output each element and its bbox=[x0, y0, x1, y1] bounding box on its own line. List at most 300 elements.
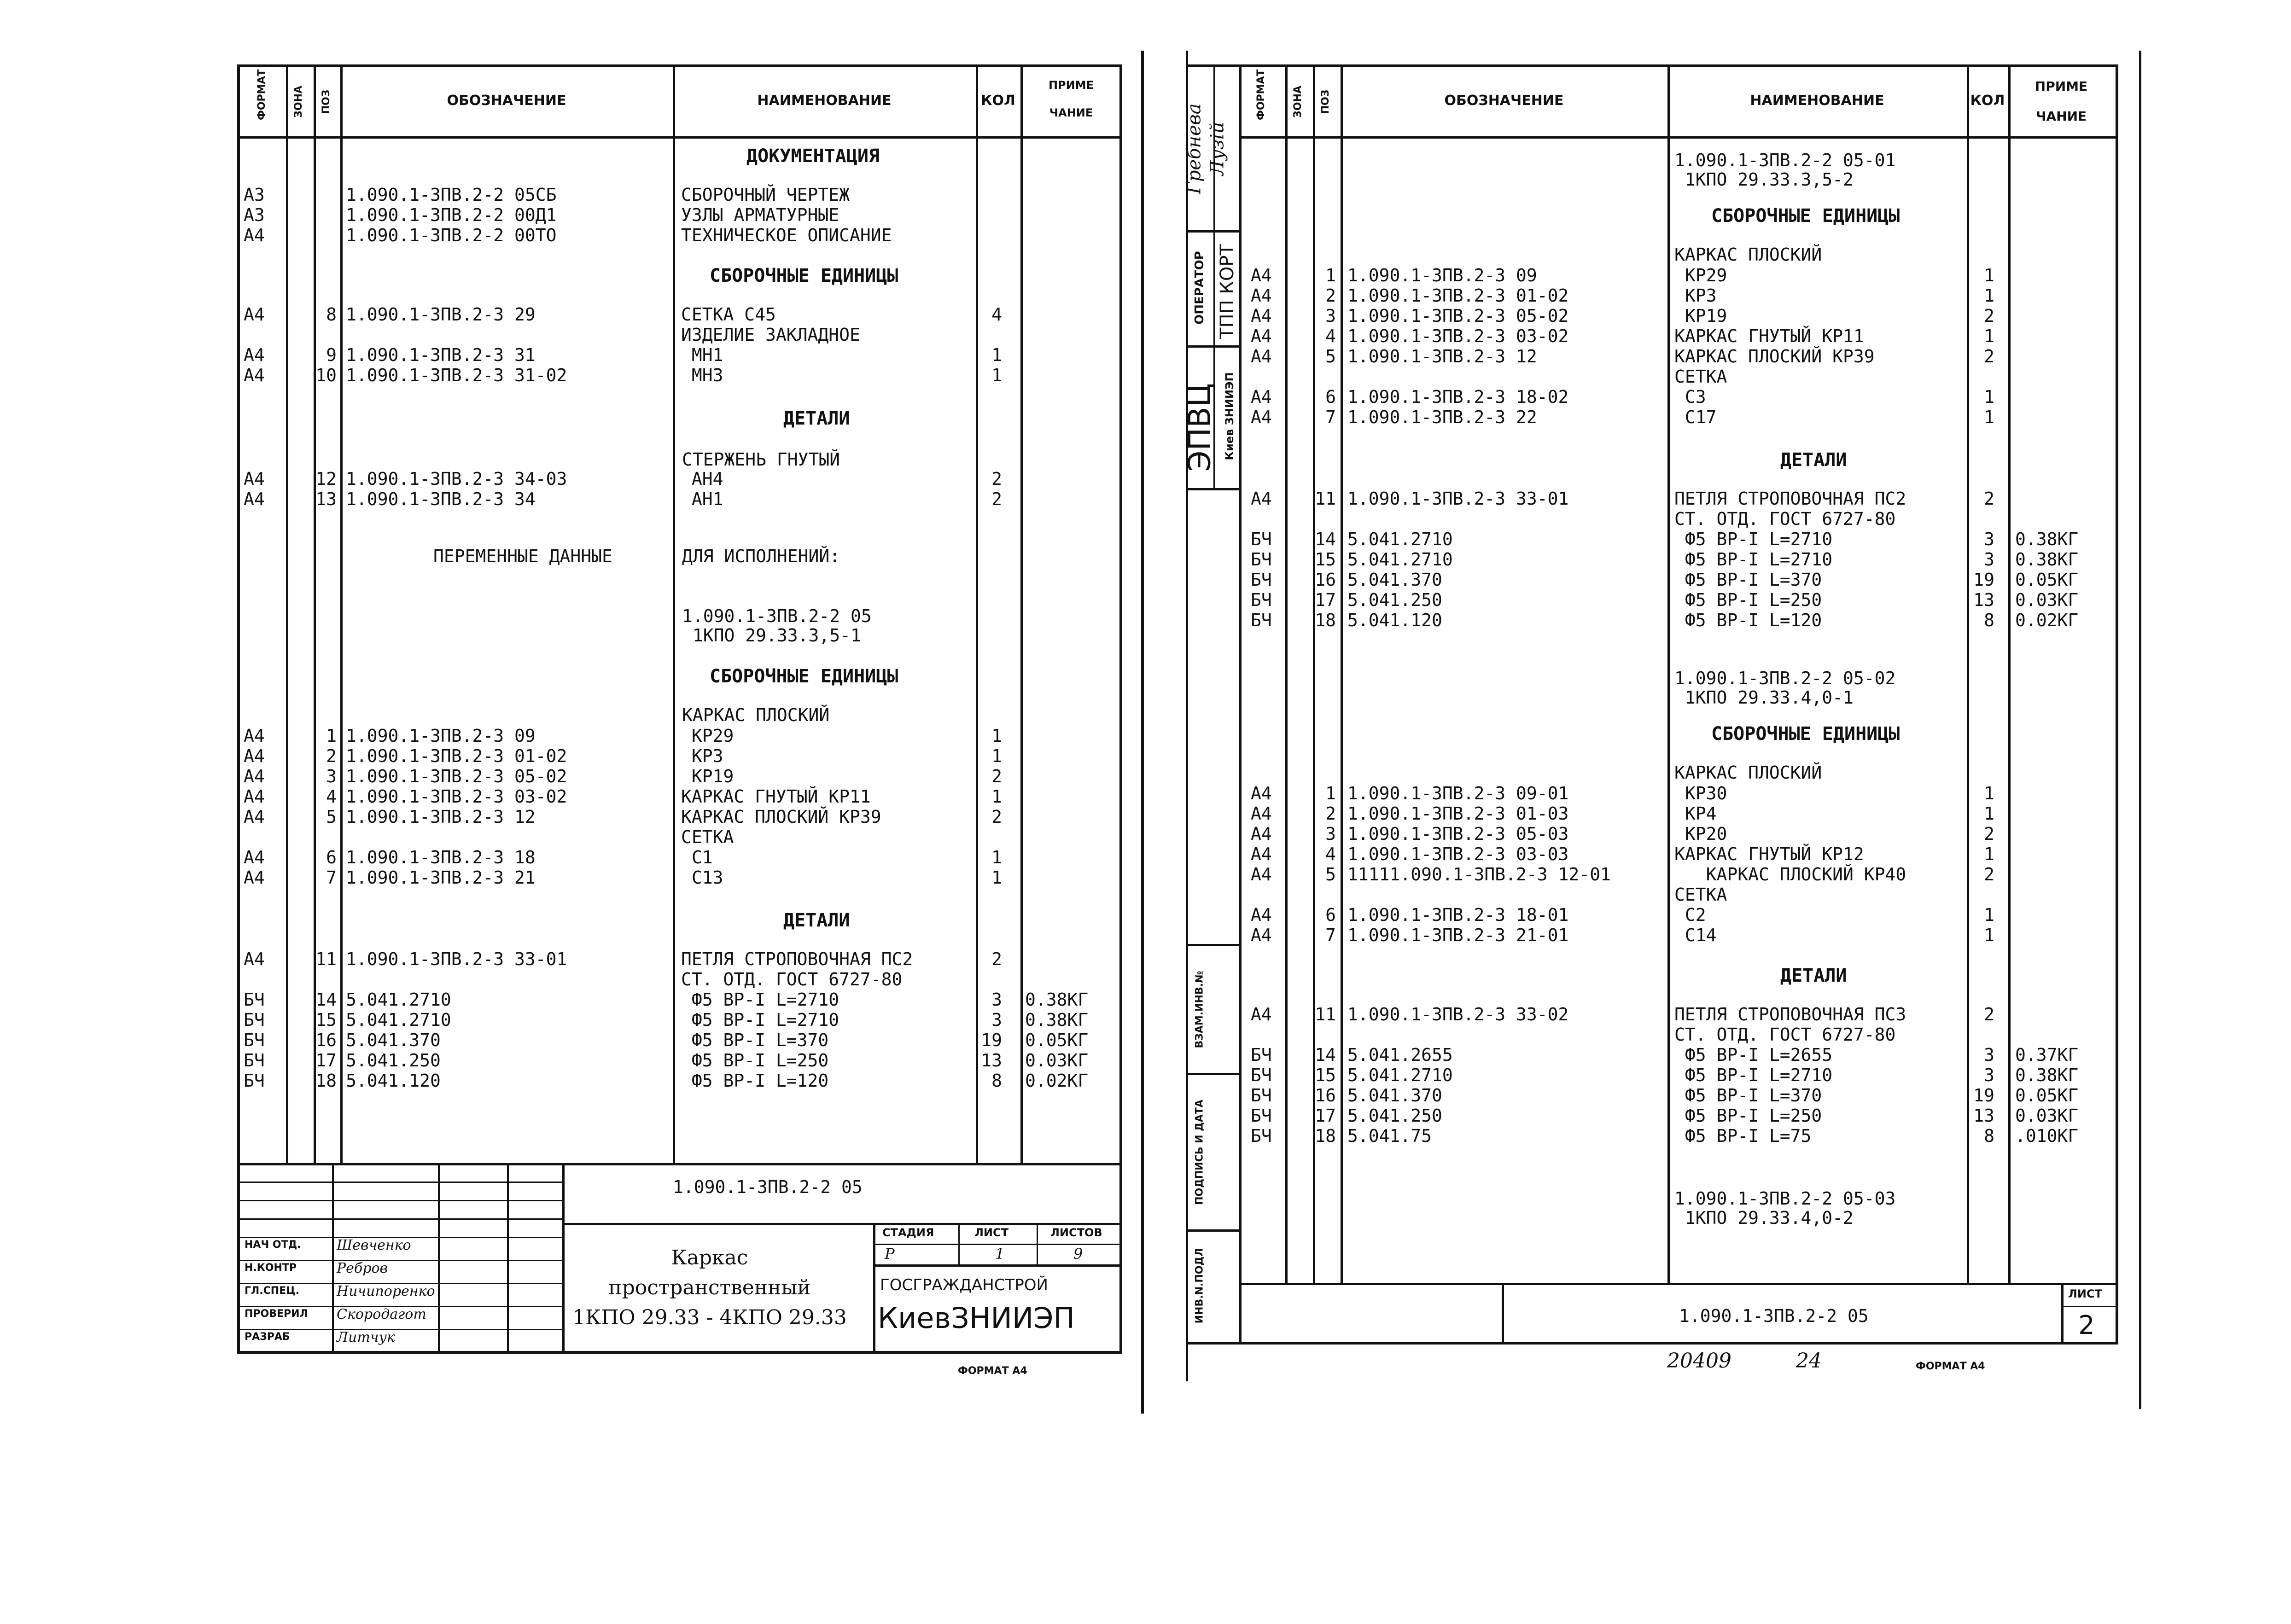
pos-cell: 5 bbox=[1325, 346, 1336, 367]
execution-code: 1.090.1-3ПВ.2-2 05-01 bbox=[1674, 150, 1896, 170]
qty-cell: 2 bbox=[1984, 346, 1994, 367]
format-cell: БЧ bbox=[1251, 1126, 1272, 1146]
header-pos: ПОЗ bbox=[321, 89, 332, 114]
name-cell: КАРКАС ГНУТЫЙ КР12 bbox=[1674, 844, 1864, 864]
name-cell: Ф5 ВР-I L=250 bbox=[1674, 1106, 1822, 1126]
name-cell: КАРКАС ПЛОСКИЙ КР39 bbox=[681, 807, 881, 827]
execution-code: 1.090.1-3ПВ.2-2 05 bbox=[682, 606, 872, 626]
designation-cell: 1.090.1-3ПВ.2-3 29 bbox=[346, 304, 536, 325]
format-cell: А4 bbox=[244, 949, 265, 969]
left-sheet bbox=[237, 64, 1122, 1354]
header-designation: ОБОЗНАЧЕНИЕ bbox=[447, 93, 566, 109]
name-cell: КАРКАС ПЛОСКИЙ КР40 bbox=[1674, 864, 1906, 885]
stamp-name: Ребров bbox=[337, 1260, 388, 1276]
pos-cell: 4 bbox=[1325, 844, 1336, 864]
qty-cell: 1 bbox=[991, 867, 1002, 888]
qty-cell: 2 bbox=[1984, 864, 1994, 885]
name-cell: СЕТКА bbox=[1674, 367, 1727, 387]
stamp-role: РАЗРАБ bbox=[245, 1331, 290, 1343]
designation-cell: 5.041.2710 bbox=[1347, 549, 1453, 570]
designation-cell: 5.041.370 bbox=[1347, 570, 1442, 590]
name-cell: КР3 bbox=[681, 746, 723, 766]
name-cell: Ф5 ВР-I L=2710 bbox=[1674, 549, 1833, 570]
qty-cell: 13 bbox=[981, 1050, 1002, 1071]
name-cell: КАРКАС ГНУТЫЙ КР11 bbox=[681, 786, 871, 807]
format-cell: А4 bbox=[244, 489, 265, 509]
format-cell: А4 bbox=[244, 365, 265, 385]
format-cell: БЧ bbox=[1251, 1085, 1272, 1106]
pos-cell: 2 bbox=[1325, 803, 1336, 824]
designation-cell: 1.090.1-3ПВ.2-3 09 bbox=[1347, 265, 1537, 285]
name-cell: КАРКАС ГНУТЫЙ КР11 bbox=[1674, 326, 1864, 346]
qty-cell: 19 bbox=[1973, 1085, 1994, 1106]
qty-cell: 1 bbox=[991, 345, 1002, 365]
header-line bbox=[240, 136, 1119, 139]
pos-cell: 13 bbox=[315, 489, 337, 509]
pos-cell: 8 bbox=[326, 304, 337, 325]
qty-cell: 2 bbox=[991, 469, 1002, 489]
stamp-name: Ничипоренко bbox=[337, 1283, 435, 1299]
pos-cell: 5 bbox=[1325, 864, 1336, 885]
section-title: СБОРОЧНЫЕ ЕДИНИЦЫ bbox=[710, 666, 898, 687]
designation-cell: 5.041.120 bbox=[346, 1071, 441, 1091]
name-cell: КР20 bbox=[1674, 824, 1727, 844]
header-format: ФОРМАТ bbox=[256, 69, 268, 120]
variable-data-label: ПЕРЕМЕННЫЕ ДАННЫЕ bbox=[433, 546, 612, 566]
format-cell: А4 bbox=[1251, 285, 1272, 306]
designation-cell: 1.090.1-3ПВ.2-3 03-03 bbox=[1347, 844, 1569, 864]
header-note-2: ЧАНИЕ bbox=[1049, 106, 1093, 119]
format-cell: А4 bbox=[1251, 783, 1272, 803]
pos-cell: 3 bbox=[1325, 824, 1336, 844]
sheet-label: ЛИСТ bbox=[2068, 1287, 2103, 1300]
name-cell: Ф5 ВР-I L=370 bbox=[1674, 1085, 1822, 1106]
note-cell: 0.05КГ bbox=[1025, 1030, 1089, 1050]
name-cell: СТ. ОТД. ГОСТ 6727-80 bbox=[1674, 1024, 1896, 1045]
designation-cell: 1.090.1-3ПВ.2-3 33-02 bbox=[1347, 1004, 1569, 1024]
name-cell: СТ. ОТД. ГОСТ 6727-80 bbox=[681, 969, 903, 990]
name-cell: ПЕТЛЯ СТРОПОВОЧНАЯ ПС3 bbox=[1674, 1004, 1906, 1024]
qty-cell: 1 bbox=[1984, 905, 1994, 925]
note-cell: 0.38КГ bbox=[1025, 990, 1089, 1010]
section-title: ДОКУМЕНТАЦИЯ bbox=[746, 146, 880, 167]
note-cell: 0.03КГ bbox=[2015, 590, 2079, 610]
designation-cell: 5.041.2710 bbox=[346, 1010, 451, 1030]
designation-cell: 5.041.75 bbox=[1347, 1126, 1432, 1146]
name-cell: ПЕТЛЯ СТРОПОВОЧНАЯ ПС2 bbox=[681, 949, 913, 969]
pos-cell: 11 bbox=[1315, 489, 1336, 509]
format-label: ФОРМАТ А4 bbox=[958, 1365, 1027, 1377]
pos-cell: 15 bbox=[315, 1010, 337, 1030]
format-cell: А4 bbox=[1251, 326, 1272, 346]
execution-sub: 1КПО 29.33.4,0-2 bbox=[1674, 1208, 1854, 1228]
format-cell: А4 bbox=[1251, 803, 1272, 824]
pos-cell: 7 bbox=[1325, 925, 1336, 945]
note-cell: 0.05КГ bbox=[2015, 570, 2079, 590]
qty-cell: 13 bbox=[1973, 590, 1994, 610]
side-podp: ПОДПИСЬ И ДАТА bbox=[1194, 1100, 1206, 1205]
qty-cell: 1 bbox=[991, 365, 1002, 385]
designation-cell: 1.090.1-3ПВ.2-3 05-02 bbox=[1347, 306, 1569, 326]
designation-cell: 1.090.1-3ПВ.2-3 34 bbox=[346, 489, 536, 509]
for-executions-label: ДЛЯ ИСПОЛНЕНИЙ: bbox=[682, 546, 840, 566]
qty-cell: 19 bbox=[981, 1030, 1002, 1050]
header-name: НАИМЕНОВАНИЕ bbox=[1750, 93, 1884, 109]
pos-cell: 16 bbox=[1315, 1085, 1336, 1106]
designation-cell: 1.090.1-3ПВ.2-3 03-02 bbox=[346, 786, 567, 807]
header-zone: ЗОНА bbox=[1292, 86, 1304, 118]
designation-cell: 1.090.1-3ПВ.2-3 01-02 bbox=[1347, 285, 1569, 306]
qty-cell: 2 bbox=[1984, 1004, 1994, 1024]
stamp-sheet: 1 bbox=[995, 1245, 1005, 1263]
name-cell: С3 bbox=[1674, 387, 1706, 407]
stamp-role: ГЛ.СПЕЦ. bbox=[245, 1285, 300, 1297]
designation-cell: 1.090.1-3ПВ.2-3 31-02 bbox=[346, 365, 567, 385]
side-kiev: Киев ЗНИИЭП bbox=[1223, 372, 1236, 460]
stamp-code: 1.090.1-3ПВ.2-2 05 bbox=[1679, 1306, 1869, 1326]
name-cell: КР29 bbox=[1674, 265, 1727, 285]
name-cell: Ф5 ВР-I L=2655 bbox=[1674, 1045, 1833, 1065]
format-cell: А4 bbox=[244, 726, 265, 746]
side-epvc: ЭПВЦ bbox=[1182, 383, 1218, 472]
designation-cell: 1.090.1-3ПВ.2-2 05СБ bbox=[346, 185, 557, 205]
designation-cell: 1.090.1-3ПВ.2-3 05-03 bbox=[1347, 824, 1569, 844]
stamp-title-2: пространственный bbox=[608, 1276, 811, 1299]
pos-cell: 14 bbox=[315, 990, 337, 1010]
col-line bbox=[1285, 67, 1288, 1283]
designation-cell: 1.090.1-3ПВ.2-3 12 bbox=[1347, 346, 1537, 367]
name-cell: Ф5 ВР-I L=120 bbox=[1674, 610, 1822, 630]
name-cell: Ф5 ВР-I L=250 bbox=[1674, 590, 1822, 610]
name-cell: С2 bbox=[1674, 905, 1706, 925]
qty-cell: 3 bbox=[991, 990, 1002, 1010]
pos-cell: 17 bbox=[1315, 1106, 1336, 1126]
pos-cell: 2 bbox=[326, 746, 337, 766]
pos-cell: 9 bbox=[326, 345, 337, 365]
qty-cell: 3 bbox=[1984, 1045, 1994, 1065]
format-cell: А3 bbox=[244, 205, 265, 225]
note-cell: 0.05КГ bbox=[2015, 1085, 2079, 1106]
pos-cell: 16 bbox=[1315, 570, 1336, 590]
designation-cell: 1.090.1-3ПВ.2-3 12 bbox=[346, 807, 536, 827]
header-zone: ЗОНА bbox=[293, 86, 304, 118]
format-cell: А4 bbox=[1251, 306, 1272, 326]
qty-cell: 2 bbox=[991, 807, 1002, 827]
stamp-name: Шевченко bbox=[337, 1237, 411, 1253]
designation-cell: 5.041.250 bbox=[1347, 590, 1442, 610]
format-cell: А4 bbox=[244, 345, 265, 365]
note-cell: 0.38КГ bbox=[1025, 1010, 1089, 1030]
stamp-title-1: Каркас bbox=[671, 1246, 748, 1269]
designation-cell: 1.090.1-3ПВ.2-3 18 bbox=[346, 847, 536, 867]
note-cell: 0.03КГ bbox=[2015, 1106, 2079, 1126]
note-cell: 0.38КГ bbox=[2015, 1065, 2079, 1085]
col-line bbox=[340, 67, 343, 1163]
format-cell: А4 bbox=[244, 807, 265, 827]
section-title: ДЕТАЛИ bbox=[1780, 449, 1847, 471]
qty-cell: 2 bbox=[991, 766, 1002, 786]
side-strip bbox=[1182, 64, 1241, 1345]
pos-cell: 1 bbox=[1325, 783, 1336, 803]
section-title: СБОРОЧНЫЕ ЕДИНИЦЫ bbox=[710, 265, 898, 286]
pos-cell: 11 bbox=[1315, 1004, 1336, 1024]
execution-code: 1.090.1-3ПВ.2-2 05-02 bbox=[1674, 668, 1896, 688]
binding-line bbox=[1141, 51, 1144, 1414]
stamp-top-line bbox=[1242, 1283, 2116, 1285]
section-title: СБОРОЧНЫЕ ЕДИНИЦЫ bbox=[1711, 723, 1900, 745]
designation-cell: 5.041.370 bbox=[346, 1030, 441, 1050]
pos-cell: 7 bbox=[326, 867, 337, 888]
qty-cell: 19 bbox=[1973, 570, 1994, 590]
note-cell: 0.03КГ bbox=[1025, 1050, 1089, 1071]
section-title: ДЕТАЛИ bbox=[1780, 965, 1847, 986]
designation-cell: 5.041.2710 bbox=[1347, 1065, 1453, 1085]
format-cell: БЧ bbox=[1251, 1045, 1272, 1065]
format-cell: А4 bbox=[1251, 864, 1272, 885]
format-cell: БЧ bbox=[244, 990, 265, 1010]
pos-cell: 17 bbox=[315, 1050, 337, 1071]
designation-cell: 1.090.1-3ПВ.2-3 18-02 bbox=[1347, 387, 1569, 407]
stamp-org-1: ГОСГРАЖДАНСТРОЙ bbox=[880, 1276, 1048, 1294]
format-cell: А4 bbox=[1251, 387, 1272, 407]
pos-cell: 7 bbox=[1325, 407, 1336, 427]
name-cell: Ф5 ВР-I L=2710 bbox=[681, 990, 839, 1010]
header-pos: ПОЗ bbox=[1320, 89, 1331, 114]
format-cell: А4 bbox=[244, 225, 265, 245]
format-cell: А4 bbox=[244, 469, 265, 489]
header-qty: КОЛ bbox=[1970, 93, 2005, 109]
name-cell: КР3 bbox=[1674, 285, 1717, 306]
format-cell: БЧ bbox=[244, 1030, 265, 1050]
format-cell: А4 bbox=[1251, 489, 1272, 509]
note-cell: 0.38КГ bbox=[2015, 549, 2079, 570]
qty-cell: 8 bbox=[991, 1071, 1002, 1091]
name-cell: КР29 bbox=[681, 726, 734, 746]
designation-cell: 1.090.1-3ПВ.2-3 22 bbox=[1347, 407, 1537, 427]
format-cell: БЧ bbox=[1251, 529, 1272, 549]
side-inv: ИНВ.N.ПОДЛ bbox=[1194, 1248, 1206, 1324]
header-qty: КОЛ bbox=[981, 93, 1015, 109]
format-cell: А3 bbox=[244, 185, 265, 205]
designation-cell: 1.090.1-3ПВ.2-3 31 bbox=[346, 345, 536, 365]
col-line bbox=[673, 67, 675, 1163]
name-cell: С13 bbox=[681, 867, 723, 888]
format-cell: А4 bbox=[244, 786, 265, 807]
header-line bbox=[1242, 136, 2116, 139]
pos-cell: 18 bbox=[1315, 1126, 1336, 1146]
qty-cell: 4 bbox=[991, 304, 1002, 325]
designation-cell: 5.041.2710 bbox=[1347, 529, 1453, 549]
pos-cell: 11 bbox=[315, 949, 337, 969]
format-cell: А4 bbox=[244, 746, 265, 766]
qty-cell: 2 bbox=[991, 949, 1002, 969]
designation-cell: 5.041.250 bbox=[346, 1050, 441, 1071]
header-note-2: ЧАНИЕ bbox=[2035, 109, 2087, 124]
col-line bbox=[286, 67, 288, 1163]
qty-cell: 13 bbox=[1973, 1106, 1994, 1126]
name-cell: С14 bbox=[1674, 925, 1717, 945]
format-cell: А4 bbox=[244, 766, 265, 786]
stamp-stage: Р bbox=[885, 1245, 895, 1263]
col-line bbox=[1020, 67, 1023, 1163]
designation-cell: 1.090.1-3ПВ.2-2 00Д1 bbox=[346, 205, 557, 225]
pos-cell: 10 bbox=[315, 365, 337, 385]
designation-cell: 1.090.1-3ПВ.2-3 01-03 bbox=[1347, 803, 1569, 824]
pos-cell: 15 bbox=[1315, 1065, 1336, 1085]
pos-cell: 12 bbox=[315, 469, 337, 489]
format-cell: А4 bbox=[1251, 265, 1272, 285]
units-title: КАРКАС ПЛОСКИЙ bbox=[1674, 244, 1822, 265]
stamp-role: Н.КОНТР bbox=[245, 1262, 297, 1274]
pos-cell: 17 bbox=[1315, 590, 1336, 610]
qty-cell: 1 bbox=[1984, 803, 1994, 824]
right-sheet bbox=[1239, 64, 2118, 1345]
binding-line bbox=[2139, 51, 2141, 1409]
qty-cell: 2 bbox=[1984, 824, 1994, 844]
name-cell: УЗЛЫ АРМАТУРНЫЕ bbox=[681, 205, 839, 225]
units-title: КАРКАС ПЛОСКИЙ bbox=[1674, 763, 1822, 783]
qty-cell: 8 bbox=[1984, 610, 1994, 630]
header-note-1: ПРИМЕ bbox=[1048, 79, 1094, 92]
side-tpp: ТПП КОРТ bbox=[1217, 244, 1238, 339]
name-cell: СБОРОЧНЫЙ ЧЕРТЕЖ bbox=[681, 185, 850, 205]
name-cell: КР19 bbox=[681, 766, 734, 786]
name-cell: АН4 bbox=[681, 469, 723, 489]
qty-cell: 1 bbox=[1984, 783, 1994, 803]
designation-cell: 5.041.2655 bbox=[1347, 1045, 1453, 1065]
name-cell: ПЕТЛЯ СТРОПОВОЧНАЯ ПС2 bbox=[1674, 489, 1906, 509]
name-cell: ИЗДЕЛИЕ ЗАКЛАДНОЕ bbox=[681, 325, 860, 345]
designation-cell: 1.090.1-3ПВ.2-3 21-01 bbox=[1347, 925, 1569, 945]
pos-cell: 6 bbox=[1325, 387, 1336, 407]
units-title: КАРКАС ПЛОСКИЙ bbox=[682, 705, 830, 725]
format-cell: А4 bbox=[244, 847, 265, 867]
pos-cell: 18 bbox=[315, 1071, 337, 1091]
pos-cell: 6 bbox=[1325, 905, 1336, 925]
qty-cell: 3 bbox=[1984, 549, 1994, 570]
section-title: ДЕТАЛИ bbox=[783, 910, 850, 931]
stamp-sheets-header: ЛИСТОВ bbox=[1050, 1226, 1102, 1239]
format-cell: А4 bbox=[244, 867, 265, 888]
note-cell: 0.37КГ bbox=[2015, 1045, 2079, 1065]
side-signature-1: Гребнева bbox=[1183, 103, 1205, 194]
name-cell: Ф5 ВР-I L=2710 bbox=[1674, 1065, 1833, 1085]
format-cell: БЧ bbox=[1251, 549, 1272, 570]
qty-cell: 1 bbox=[1984, 925, 1994, 945]
header-format: ФОРМАТ bbox=[1255, 69, 1267, 120]
qty-cell: 1 bbox=[1984, 326, 1994, 346]
stamp-title-3: 1КПО 29.33 - 4КПО 29.33 bbox=[572, 1306, 847, 1329]
name-cell: Ф5 ВР-I L=370 bbox=[681, 1030, 829, 1050]
designation-cell: 1.090.1-3ПВ.2-3 03-02 bbox=[1347, 326, 1569, 346]
name-cell: МН3 bbox=[681, 365, 723, 385]
stamp-org-2: КиевЗНИИЭП bbox=[878, 1301, 1075, 1335]
name-cell: Ф5 ВР-I L=75 bbox=[1674, 1126, 1812, 1146]
qty-cell: 2 bbox=[991, 489, 1002, 509]
qty-cell: 1 bbox=[1984, 265, 1994, 285]
designation-cell: 5.041.370 bbox=[1347, 1085, 1442, 1106]
qty-cell: 1 bbox=[991, 726, 1002, 746]
format-cell: А4 bbox=[1251, 905, 1272, 925]
header-designation: ОБОЗНАЧЕНИЕ bbox=[1444, 93, 1564, 109]
format-cell: А4 bbox=[1251, 844, 1272, 864]
name-cell: КР30 bbox=[1674, 783, 1727, 803]
qty-cell: 3 bbox=[991, 1010, 1002, 1030]
format-cell: А4 bbox=[1251, 824, 1272, 844]
format-cell: БЧ bbox=[244, 1071, 265, 1091]
section-title: СБОРОЧНЫЕ ЕДИНИЦЫ bbox=[1711, 205, 1900, 227]
name-cell: СЕТКА bbox=[681, 827, 734, 847]
name-cell: СТ. ОТД. ГОСТ 6727-80 bbox=[1674, 509, 1896, 529]
qty-cell: 2 bbox=[1984, 306, 1994, 326]
name-cell: Ф5 ВР-I L=2710 bbox=[1674, 529, 1833, 549]
stamp-name: Литчук bbox=[337, 1329, 395, 1345]
note-cell: 0.02КГ bbox=[2015, 610, 2079, 630]
execution-sub: 1КПО 29.33.4,0-1 bbox=[1674, 687, 1854, 708]
col-line bbox=[1341, 67, 1343, 1283]
name-cell: КР19 bbox=[1674, 306, 1727, 326]
format-cell: БЧ bbox=[244, 1050, 265, 1071]
stamp-role: НАЧ ОТД. bbox=[245, 1239, 301, 1251]
header-note-1: ПРИМЕ bbox=[2035, 79, 2088, 94]
header-name: НАИМЕНОВАНИЕ bbox=[757, 93, 892, 109]
execution-sub: 1КПО 29.33.3,5-2 bbox=[1674, 169, 1854, 190]
pos-cell: 3 bbox=[326, 766, 337, 786]
designation-cell: 5.041.2710 bbox=[346, 990, 451, 1010]
stamp-code: 1.090.1-3ПВ.2-2 05 bbox=[673, 1177, 863, 1197]
format-cell: БЧ bbox=[244, 1010, 265, 1030]
qty-cell: 1 bbox=[1984, 407, 1994, 427]
note-cell: 0.38КГ bbox=[2015, 529, 2079, 549]
pos-cell: 2 bbox=[1325, 285, 1336, 306]
designation-cell: 1.090.1-3ПВ.2-3 01-02 bbox=[346, 746, 567, 766]
section-title: ДЕТАЛИ bbox=[783, 408, 850, 429]
designation-cell: 1.090.1-3ПВ.2-3 34-03 bbox=[346, 469, 567, 489]
pos-cell: 14 bbox=[1315, 1045, 1336, 1065]
name-cell: Ф5 ВР-I L=250 bbox=[681, 1050, 829, 1071]
parts-title: СТЕРЖЕНЬ ГНУТЫЙ bbox=[682, 449, 840, 470]
name-cell: С17 bbox=[1674, 407, 1717, 427]
pos-cell: 18 bbox=[1315, 610, 1336, 630]
designation-cell: 5.041.120 bbox=[1347, 610, 1442, 630]
qty-cell: 1 bbox=[1984, 387, 1994, 407]
pos-cell: 4 bbox=[326, 786, 337, 807]
name-cell: ТЕХНИЧЕСКОЕ ОПИСАНИЕ bbox=[681, 225, 892, 245]
name-cell: АН1 bbox=[681, 489, 723, 509]
qty-cell: 3 bbox=[1984, 529, 1994, 549]
qty-cell: 1 bbox=[991, 786, 1002, 807]
format-cell: А4 bbox=[1251, 346, 1272, 367]
qty-cell: 1 bbox=[1984, 285, 1994, 306]
format-cell: БЧ bbox=[1251, 1106, 1272, 1126]
designation-cell: 1.090.1-3ПВ.2-3 18-01 bbox=[1347, 905, 1569, 925]
pos-cell: 14 bbox=[1315, 529, 1336, 549]
stamp-stage-header: СТАДИЯ bbox=[882, 1226, 934, 1239]
designation-cell: 1.090.1-3ПВ.2-3 21 bbox=[346, 867, 536, 888]
note-cell: 0.02КГ bbox=[1025, 1071, 1089, 1091]
pos-cell: 3 bbox=[1325, 306, 1336, 326]
side-signature-2: Лузій bbox=[1207, 122, 1228, 176]
side-operator: ОПЕРАТОР bbox=[1193, 251, 1207, 325]
pos-cell: 15 bbox=[1315, 549, 1336, 570]
format-cell: БЧ bbox=[1251, 590, 1272, 610]
sheet-number: 2 bbox=[2078, 1310, 2095, 1340]
pos-cell: 5 bbox=[326, 807, 337, 827]
stamp-sheets: 9 bbox=[1073, 1245, 1083, 1263]
stamp-sheet-header: ЛИСТ bbox=[974, 1226, 1009, 1239]
qty-cell: 2 bbox=[1984, 489, 1994, 509]
pos-cell: 4 bbox=[1325, 326, 1336, 346]
